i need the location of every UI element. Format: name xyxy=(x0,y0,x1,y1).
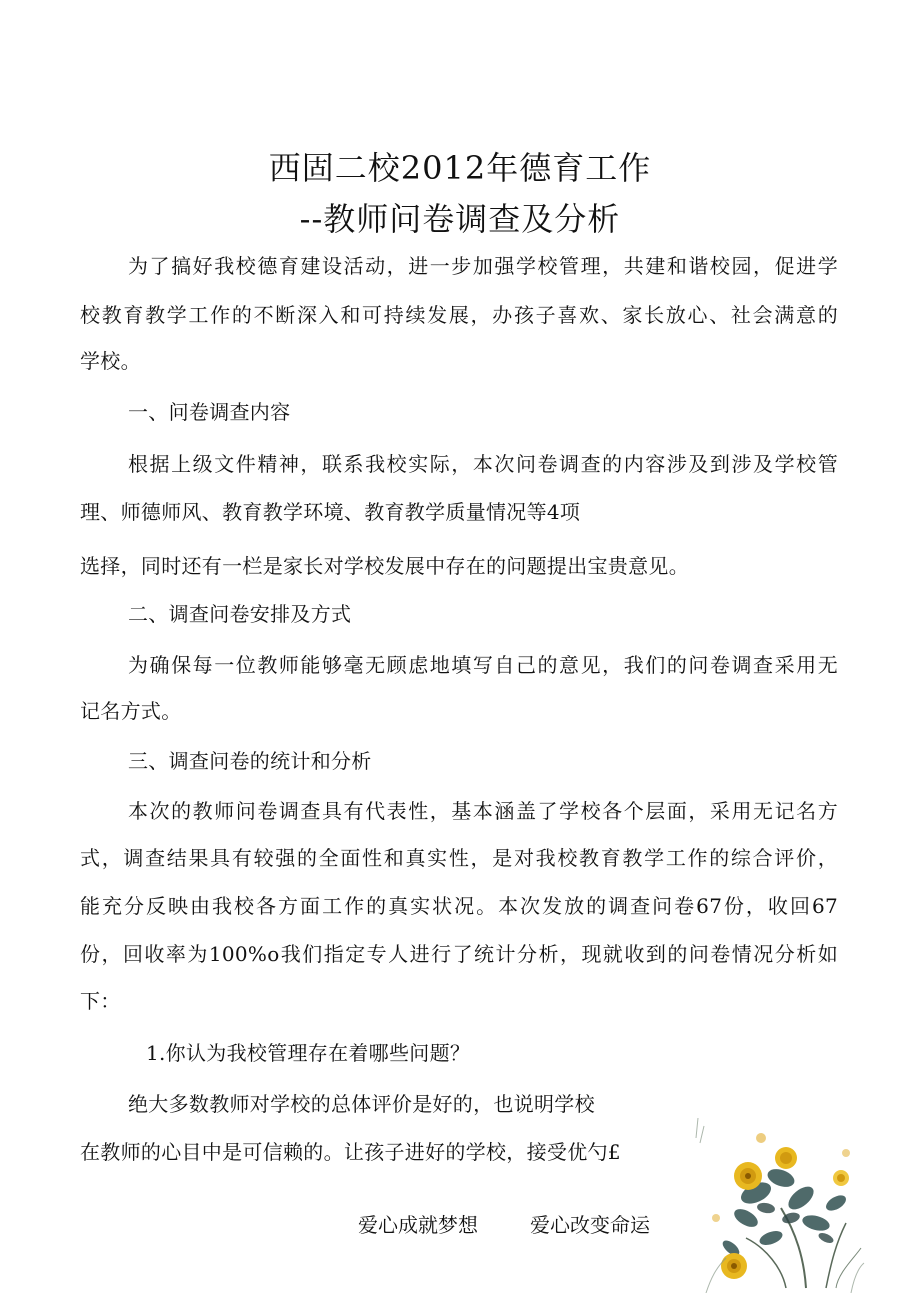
document-title: 西固二校2012年德育工作 xyxy=(268,149,652,187)
chrysanthemum-flower-icon xyxy=(686,1098,866,1293)
section-heading: 二、调查问卷安排及方式 xyxy=(128,602,352,626)
footer-slogan-left: 爱心成就梦想 xyxy=(358,1213,478,1237)
footer-slogan-right: 爱心改变命运 xyxy=(530,1213,650,1237)
paragraph-line: 为了搞好我校德育建设活动，进一步加强学校管理，共建和谐校园，促进学 xyxy=(128,254,838,278)
paragraph-line: 份，回收率为100%o我们指定专人进行了统计分析，现就收到的问卷情况分析如 xyxy=(80,942,838,966)
paragraph-line: 理、师德师风、教育教学环境、教育教学质量情况等4项 xyxy=(80,500,581,524)
paragraph-line: 能充分反映由我校各方面工作的真实状况。本次发放的调查问卷67份，收回67 xyxy=(80,894,838,918)
paragraph-line: 在教师的心目中是可信赖的。让孩子进好的学校，接受优勺£ xyxy=(80,1140,621,1164)
section-heading: 三、调查问卷的统计和分析 xyxy=(128,749,372,773)
paragraph-line: 本次的教师问卷调查具有代表性，基本涵盖了学校各个层面，采用无记名方 xyxy=(128,799,838,823)
paragraph-line: 为确保每一位教师能够毫无顾虑地填写自己的意见，我们的问卷调查采用无 xyxy=(128,653,838,677)
paragraph-line: 式，调查结果具有较强的全面性和真实性，是对我校教育教学工作的综合评价， xyxy=(80,846,838,870)
paragraph-line: 根据上级文件精神，联系我校实际，本次问卷调查的内容涉及到涉及学校管 xyxy=(128,452,838,476)
paragraph-line: 绝大多数教师对学校的总体评价是好的，也说明学校 xyxy=(128,1092,595,1116)
paragraph-line: 记名方式。 xyxy=(80,699,182,723)
paragraph-line: 学校。 xyxy=(80,349,141,373)
paragraph-line: 校教育教学工作的不断深入和可持续发展，办孩子喜欢、家长放心、社会满意的 xyxy=(80,303,838,327)
paragraph-line: 下： xyxy=(80,989,121,1013)
document-subtitle: --教师问卷调查及分析 xyxy=(299,200,621,238)
section-heading: 一、问卷调查内容 xyxy=(128,400,291,424)
question-heading: 1.你认为我校管理存在着哪些问题？ xyxy=(146,1041,471,1065)
paragraph-line: 选择，同时还有一栏是家长对学校发展中存在的问题提出宝贵意见。 xyxy=(80,554,689,578)
